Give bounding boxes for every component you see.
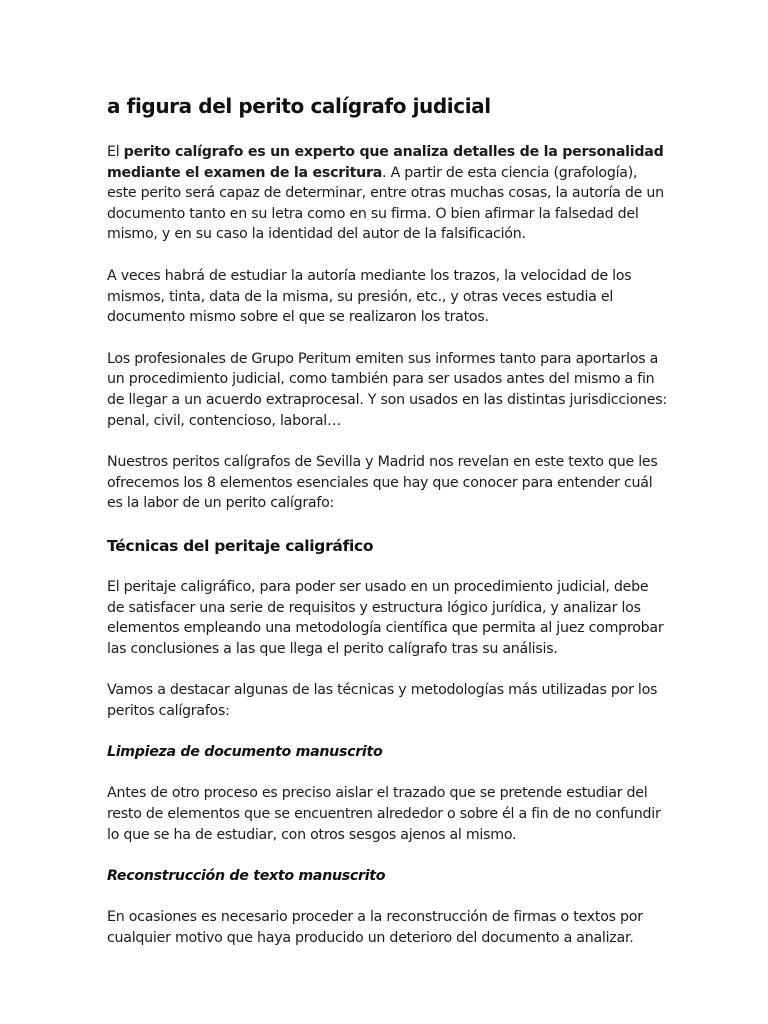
paragraph-2: Los profesionales de Grupo Peritum emiten sus informes tanto para aportarlos a un procedimiento judicial, como también para ser usados antes del mismo a fin de llegar a un acuerdo extraprocesal. Y son usados en las distintas jurisdicciones: penal, civil, contencioso, laboral… bbox=[107, 350, 667, 429]
document-page bbox=[107, 92, 667, 969]
intro-rest: . A partir de esta ciencia (grafología), este perito será capaz de determinar, entre otras muchas cosas, la autoría de un documento tanto en su letra como en su firma. O bien afirmar la falsedad del mismo, y en su caso la identidad del autor de la falsificación. bbox=[107, 164, 664, 243]
intro-prefix: El bbox=[107, 144, 124, 160]
section-heading: Técnicas del peritaje caligráfico bbox=[107, 536, 374, 555]
intro-bold-text: perito calígrafo es un experto que analiza detalles de la personalidad mediante el examen de la escritura bbox=[107, 144, 664, 181]
subsection-heading-cleaning: Limpieza de documento manuscrito bbox=[107, 744, 383, 761]
paragraph-1: A veces habrá de estudiar la autoría mediante los trazos, la velocidad de los mismos, tinta, data de la misma, su presión, etc., y otras veces estudia el documento mismo sobre el que se realizaron los tratos. bbox=[107, 267, 632, 326]
page-title: a figura del perito calígrafo judicial bbox=[107, 94, 491, 118]
section-paragraph-1: El peritaje caligráfico, para poder ser usado en un procedimiento judicial, debe de satisfacer una serie de requisitos y estructura lógico jurídica, y analizar los elementos empleando una metodología científica que permita al juez comprobar las conclusiones a las que llega el perito calígrafo tras su análisis. bbox=[107, 578, 664, 657]
subsection-heading-reconstruction: Reconstrucción de texto manuscrito bbox=[107, 868, 386, 885]
subsection-text-cleaning: Antes de otro proceso es preciso aislar el trazado que se pretende estudiar del resto de elementos que se encuentren alrededor o sobre él a fin de no confundir lo que se ha de estudiar, con otros sesgos ajenos al mismo. bbox=[107, 785, 661, 843]
paragraph-3: Nuestros peritos calígrafos de Sevilla y Madrid nos revelan en este texto que les ofrecemos los 8 elementos esenciales que hay que conocer para entender cuál es la labor de un perito calígrafo: bbox=[107, 454, 658, 512]
section-paragraph-2: Vamos a destacar algunas de las técnicas y metodologías más utilizadas por los peritos calígrafos: bbox=[107, 682, 658, 719]
subsection-text-reconstruction: En ocasiones es necesario proceder a la reconstrucción de firmas o textos por cualquier motivo que haya producido un deterioro del documento a analizar. bbox=[107, 909, 643, 946]
intro-paragraph bbox=[107, 142, 667, 245]
